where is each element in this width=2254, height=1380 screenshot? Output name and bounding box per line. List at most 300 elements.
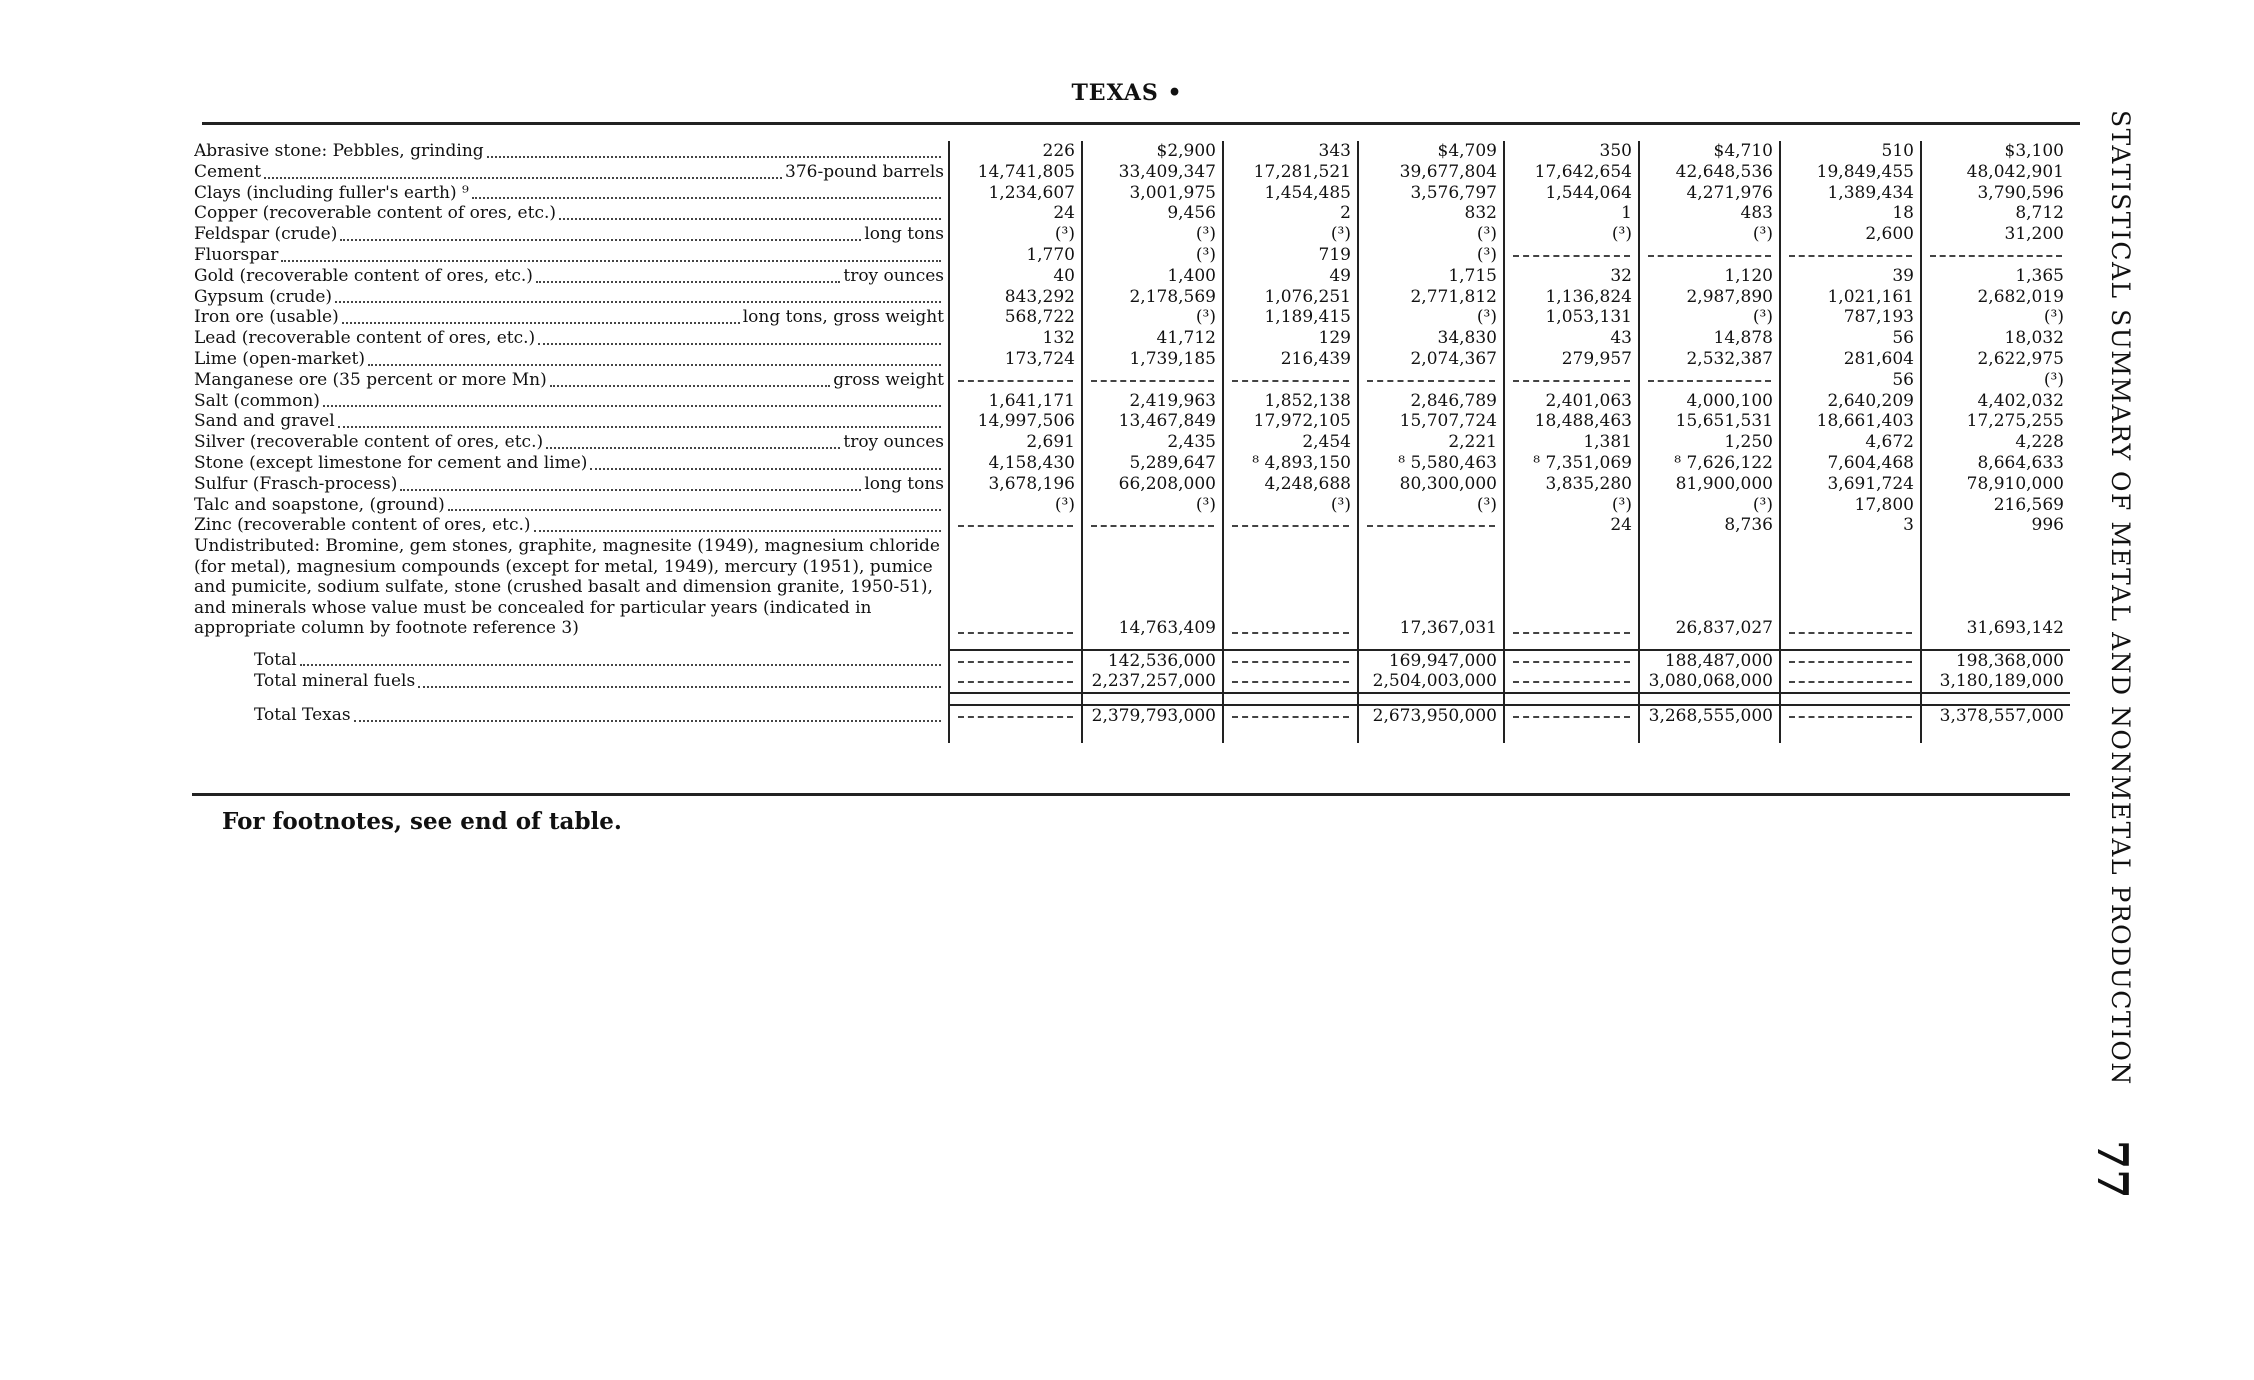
spacer-cell: [1780, 639, 1921, 650]
spacer-cell: [192, 693, 949, 705]
value-cell: (³): [1223, 495, 1358, 516]
value-cell: (³): [1358, 245, 1504, 266]
dash-placeholder: [1513, 245, 1630, 257]
value-cell: 49: [1223, 266, 1358, 287]
value-cell: 17,972,105: [1223, 411, 1358, 432]
dot-leader: [418, 686, 941, 688]
value-cell: 42,648,536: [1639, 162, 1780, 183]
value-cell: [1504, 705, 1639, 727]
value-cell: 4,402,032: [1921, 391, 2070, 412]
dash-placeholder: [1232, 622, 1349, 634]
table-row: [192, 203, 2070, 224]
value-cell: 18,661,403: [1780, 411, 1921, 432]
row-unit: long tons, gross weight: [742, 307, 944, 328]
value-cell: 3,576,797: [1358, 183, 1504, 204]
value-cell: 3,080,068,000: [1639, 671, 1780, 693]
value-cell: (³): [1082, 495, 1223, 516]
undistributed-row: [192, 536, 2070, 639]
row-label-text: Copper (recoverable content of ores, etc.): [194, 203, 556, 224]
value-cell: [1780, 245, 1921, 266]
side-caption: STATISTICAL SUMMARY OF METAL AND NONMETAL PRODUCTION: [2106, 110, 2135, 1086]
top-rule: [202, 122, 2080, 125]
value-cell: [1639, 245, 1780, 266]
row-label-text: Stone (except limestone for cement and lime): [194, 452, 588, 473]
row-label: [192, 370, 949, 391]
row-label: [192, 266, 949, 287]
value-cell: 2,682,019: [1921, 287, 2070, 308]
spacer-cell: [1358, 693, 1504, 705]
value-cell: 2,691: [949, 432, 1082, 453]
row-label: [192, 495, 949, 516]
value-cell: [1504, 245, 1639, 266]
value-cell: [1223, 705, 1358, 727]
spacer-cell: [1504, 693, 1639, 705]
value-cell: 483: [1639, 203, 1780, 224]
dash-placeholder: [1513, 671, 1630, 683]
value-cell: 14,997,506: [949, 411, 1082, 432]
row-label-text: Lime (open-market): [194, 348, 366, 369]
spacer-cell: [1921, 727, 2070, 743]
row-label: [192, 224, 949, 245]
value-cell: [1504, 370, 1639, 391]
value-cell: ⁸ 5,580,463: [1358, 453, 1504, 474]
row-label: [192, 671, 949, 693]
value-cell: 15,707,724: [1358, 411, 1504, 432]
value-cell: [949, 671, 1082, 693]
page-number: 77: [2088, 1140, 2137, 1199]
page-header: TEXAS •: [1071, 80, 1183, 106]
value-cell: 3,835,280: [1504, 474, 1639, 495]
value-cell: $4,710: [1639, 141, 1780, 162]
dot-leader: [472, 197, 941, 199]
value-cell: 18: [1780, 203, 1921, 224]
value-cell: [949, 650, 1082, 672]
value-cell: (³): [1504, 495, 1639, 516]
value-cell: 1,021,161: [1780, 287, 1921, 308]
value-cell: 2,640,209: [1780, 391, 1921, 412]
value-cell: [1223, 370, 1358, 391]
value-cell: (³): [1358, 224, 1504, 245]
dot-leader: [448, 509, 941, 511]
row-label-text: Total: [254, 649, 297, 670]
row-label-text: Fluorspar: [194, 244, 279, 265]
spacer-row: [192, 693, 2070, 705]
value-cell: 3,001,975: [1082, 183, 1223, 204]
dash-placeholder: [1232, 671, 1349, 683]
value-cell: 2,504,003,000: [1358, 671, 1504, 693]
value-cell: 81,900,000: [1639, 474, 1780, 495]
value-cell: 18,032: [1921, 328, 2070, 349]
row-label: [192, 411, 949, 432]
dot-leader: [354, 720, 941, 722]
value-cell: 9,456: [1082, 203, 1223, 224]
row-label: [192, 391, 949, 412]
value-cell: 3,378,557,000: [1921, 705, 2070, 727]
dot-leader: [559, 218, 941, 220]
dash-placeholder: [1648, 370, 1771, 382]
value-cell: 48,042,901: [1921, 162, 2070, 183]
value-cell: (³): [1082, 224, 1223, 245]
value-cell: [1504, 650, 1639, 672]
row-label: [192, 328, 949, 349]
value-cell: 41,712: [1082, 328, 1223, 349]
row-label-text: Silver (recoverable content of ores, etc.): [194, 432, 544, 453]
value-cell: 3,790,596: [1921, 183, 2070, 204]
dot-leader: [338, 426, 941, 428]
table-row: [192, 328, 2070, 349]
value-cell: 40: [949, 266, 1082, 287]
dash-placeholder: [958, 651, 1073, 663]
value-cell: 1,400: [1082, 266, 1223, 287]
dash-placeholder: [1789, 671, 1912, 683]
dot-leader: [340, 239, 861, 241]
grand-total-row: [192, 705, 2070, 727]
row-label: [192, 349, 949, 370]
dash-placeholder: [958, 622, 1073, 634]
value-cell: $2,900: [1082, 141, 1223, 162]
table-row: [192, 266, 2070, 287]
value-cell: (³): [1639, 307, 1780, 328]
row-unit: gross weight: [833, 369, 944, 390]
value-cell: 1: [1504, 203, 1639, 224]
value-cell: (³): [1358, 307, 1504, 328]
table-row: [192, 141, 2070, 162]
row-label-text: Clays (including fuller's earth) ⁹: [194, 182, 469, 203]
row-label-text: Feldspar (crude): [194, 224, 338, 245]
table-row: [192, 224, 2070, 245]
row-label: [192, 515, 949, 536]
value-cell: (³): [949, 224, 1082, 245]
value-cell: 2,771,812: [1358, 287, 1504, 308]
value-cell: 56: [1780, 328, 1921, 349]
dot-leader: [281, 260, 941, 262]
value-cell: ⁸ 7,626,122: [1639, 453, 1780, 474]
value-cell: 1,770: [949, 245, 1082, 266]
dash-placeholder: [1789, 245, 1912, 257]
value-cell: 2,379,793,000: [1082, 705, 1223, 727]
row-label: [192, 432, 949, 453]
table-row: [192, 349, 2070, 370]
dash-placeholder: [1513, 706, 1630, 718]
table-row: [192, 453, 2070, 474]
dash-placeholder: [1367, 515, 1495, 527]
dot-leader: [538, 343, 941, 345]
dash-placeholder: [1091, 515, 1214, 527]
value-cell: (³): [1921, 370, 2070, 391]
value-cell: 568,722: [949, 307, 1082, 328]
value-cell: (³): [1921, 307, 2070, 328]
value-cell: 33,409,347: [1082, 162, 1223, 183]
value-cell: 17,642,654: [1504, 162, 1639, 183]
value-cell: 4,228: [1921, 432, 2070, 453]
row-label: [192, 183, 949, 204]
row-label-text: Cement: [194, 161, 262, 182]
dash-placeholder: [1513, 651, 1630, 663]
undistributed-label: Undistributed: Bromine, gem stones, graphite, magnesite (1949), magnesium chloride (for metal), magnesium compounds (except for metal, 1949), mercury (1951), pumice and pumicite, sodium sulfate, stone (crushed basalt and dimension granite, 1950-51), and minerals whose value must be concealed for particular years (indicated in appropriate column by footnote reference 3): [194, 536, 940, 639]
value-cell: [1223, 650, 1358, 672]
row-label: [192, 287, 949, 308]
dash-placeholder: [1513, 622, 1630, 634]
value-cell: 4,000,100: [1639, 391, 1780, 412]
value-cell: 843,292: [949, 287, 1082, 308]
value-cell: 2,600: [1780, 224, 1921, 245]
total-row: [192, 671, 2070, 693]
value-cell: 1,852,138: [1223, 391, 1358, 412]
row-label: [192, 705, 949, 727]
value-cell: 39,677,804: [1358, 162, 1504, 183]
bottom-rule: [192, 793, 2070, 796]
row-unit: troy ounces: [843, 432, 944, 453]
row-label: [192, 307, 949, 328]
value-cell: 343: [1223, 141, 1358, 162]
value-cell: 2,673,950,000: [1358, 705, 1504, 727]
spacer-cell: [1921, 693, 2070, 705]
value-cell: 17,281,521: [1223, 162, 1358, 183]
dot-leader: [487, 156, 941, 158]
spacer-cell: [1504, 639, 1639, 650]
spacer-cell: [949, 693, 1082, 705]
value-cell: [1780, 650, 1921, 672]
value-cell: 2,221: [1358, 432, 1504, 453]
value-cell: [1358, 515, 1504, 536]
value-cell: 832: [1358, 203, 1504, 224]
dash-placeholder: [1367, 370, 1495, 382]
value-cell: 14,763,409: [1082, 536, 1223, 639]
row-label-text: Manganese ore (35 percent or more Mn): [194, 369, 547, 390]
value-cell: 24: [1504, 515, 1639, 536]
dot-leader: [536, 281, 840, 283]
spacer-cell: [1358, 727, 1504, 743]
value-cell: 3,268,555,000: [1639, 705, 1780, 727]
value-cell: 2,401,063: [1504, 391, 1639, 412]
value-cell: 216,439: [1223, 349, 1358, 370]
value-cell: [1504, 671, 1639, 693]
value-cell: 510: [1780, 141, 1921, 162]
value-cell: [949, 705, 1082, 727]
value-cell: 15,651,531: [1639, 411, 1780, 432]
value-cell: 56: [1780, 370, 1921, 391]
value-cell: [1780, 536, 1921, 639]
value-cell: 32: [1504, 266, 1639, 287]
dash-placeholder: [1930, 245, 2062, 257]
value-cell: (³): [949, 495, 1082, 516]
value-cell: 8,664,633: [1921, 453, 2070, 474]
value-cell: (³): [1504, 224, 1639, 245]
dash-placeholder: [1232, 706, 1349, 718]
spacer-cell: [1504, 727, 1639, 743]
dot-leader: [368, 364, 941, 366]
table-row: [192, 307, 2070, 328]
dash-placeholder: [958, 370, 1073, 382]
table-row: [192, 162, 2070, 183]
table-body: [192, 141, 2070, 743]
value-cell: 2,622,975: [1921, 349, 2070, 370]
value-cell: 3,691,724: [1780, 474, 1921, 495]
value-cell: 1,136,824: [1504, 287, 1639, 308]
value-cell: [1921, 245, 2070, 266]
value-cell: 5,289,647: [1082, 453, 1223, 474]
spacer-cell: [949, 727, 1082, 743]
value-cell: 1,234,607: [949, 183, 1082, 204]
value-cell: 129: [1223, 328, 1358, 349]
dot-leader: [342, 322, 740, 324]
dash-placeholder: [1232, 370, 1349, 382]
row-unit: long tons: [864, 473, 944, 494]
value-cell: 1,076,251: [1223, 287, 1358, 308]
value-cell: 1,250: [1639, 432, 1780, 453]
value-cell: 132: [949, 328, 1082, 349]
row-label-text: Lead (recoverable content of ores, etc.): [194, 328, 536, 349]
value-cell: [1358, 370, 1504, 391]
row-label-text: Total Texas: [254, 705, 351, 726]
dot-leader: [323, 405, 941, 407]
value-cell: 1,454,485: [1223, 183, 1358, 204]
spacer-cell: [1082, 639, 1223, 650]
dash-placeholder: [1789, 651, 1912, 663]
value-cell: 1,544,064: [1504, 183, 1639, 204]
value-cell: 14,878: [1639, 328, 1780, 349]
dash-placeholder: [958, 671, 1073, 683]
value-cell: 7,604,468: [1780, 453, 1921, 474]
value-cell: 17,800: [1780, 495, 1921, 516]
value-cell: [1639, 370, 1780, 391]
row-unit: troy ounces: [843, 265, 944, 286]
value-cell: 142,536,000: [1082, 650, 1223, 672]
value-cell: [1223, 536, 1358, 639]
spacer-cell: [1639, 639, 1780, 650]
dot-leader: [550, 385, 830, 387]
value-cell: 350: [1504, 141, 1639, 162]
row-label-text: Gold (recoverable content of ores, etc.): [194, 265, 533, 286]
dash-placeholder: [1648, 245, 1771, 257]
value-cell: 787,193: [1780, 307, 1921, 328]
value-cell: 2,987,890: [1639, 287, 1780, 308]
value-cell: $4,709: [1358, 141, 1504, 162]
value-cell: 3,678,196: [949, 474, 1082, 495]
table-row: [192, 432, 2070, 453]
spacer-cell: [1223, 693, 1358, 705]
spacer-cell: [1223, 727, 1358, 743]
spacer-row: [192, 639, 2070, 650]
value-cell: 14,741,805: [949, 162, 1082, 183]
value-cell: 279,957: [1504, 349, 1639, 370]
value-cell: 8,736: [1639, 515, 1780, 536]
value-cell: (³): [1223, 224, 1358, 245]
table-row: [192, 245, 2070, 266]
production-table: [192, 141, 2070, 743]
value-cell: 1,053,131: [1504, 307, 1639, 328]
dot-leader: [400, 489, 861, 491]
table-row: [192, 391, 2070, 412]
value-cell: (³): [1639, 495, 1780, 516]
value-cell: [1504, 536, 1639, 639]
value-cell: [1082, 370, 1223, 391]
value-cell: 1,389,434: [1780, 183, 1921, 204]
row-label: [192, 141, 949, 162]
value-cell: 2,178,569: [1082, 287, 1223, 308]
row-label-text: Sand and gravel: [194, 411, 335, 432]
value-cell: 1,715: [1358, 266, 1504, 287]
value-cell: 78,910,000: [1921, 474, 2070, 495]
value-cell: (³): [1082, 245, 1223, 266]
value-cell: 198,368,000: [1921, 650, 2070, 672]
spacer-cell: [1082, 727, 1223, 743]
value-cell: 2,532,387: [1639, 349, 1780, 370]
dot-leader: [300, 664, 941, 666]
spacer-cell: [192, 639, 949, 650]
value-cell: 13,467,849: [1082, 411, 1223, 432]
dash-placeholder: [1232, 651, 1349, 663]
dot-leader: [546, 447, 840, 449]
value-cell: 1,365: [1921, 266, 2070, 287]
value-cell: [949, 536, 1082, 639]
spacer-cell: [949, 639, 1082, 650]
value-cell: 4,158,430: [949, 453, 1082, 474]
spacer-cell: [1358, 639, 1504, 650]
value-cell: (³): [1639, 224, 1780, 245]
table-row: [192, 183, 2070, 204]
row-label-text: Iron ore (usable): [194, 307, 339, 328]
value-cell: [949, 370, 1082, 391]
row-unit: long tons: [864, 224, 944, 245]
table-row: [192, 411, 2070, 432]
row-label-text: Talc and soapstone, (ground): [194, 494, 445, 515]
value-cell: 4,672: [1780, 432, 1921, 453]
value-cell: 2,846,789: [1358, 391, 1504, 412]
dash-placeholder: [1789, 706, 1912, 718]
value-cell: 18,488,463: [1504, 411, 1639, 432]
value-cell: 226: [949, 141, 1082, 162]
row-label-text: Total mineral fuels: [254, 671, 416, 692]
value-cell: 17,367,031: [1358, 536, 1504, 639]
spacer-cell: [1639, 693, 1780, 705]
table-row: [192, 515, 2070, 536]
value-cell: 4,271,976: [1639, 183, 1780, 204]
value-cell: (³): [1358, 495, 1504, 516]
total-row: [192, 650, 2070, 672]
value-cell: ⁸ 4,893,150: [1223, 453, 1358, 474]
value-cell: 8,712: [1921, 203, 2070, 224]
value-cell: 216,569: [1921, 495, 2070, 516]
value-cell: 2,074,367: [1358, 349, 1504, 370]
value-cell: [1780, 671, 1921, 693]
value-cell: 34,830: [1358, 328, 1504, 349]
dot-leader: [534, 530, 941, 532]
value-cell: 3: [1780, 515, 1921, 536]
dot-leader: [590, 468, 941, 470]
value-cell: 2,435: [1082, 432, 1223, 453]
value-cell: 66,208,000: [1082, 474, 1223, 495]
value-cell: 43: [1504, 328, 1639, 349]
value-cell: 1,739,185: [1082, 349, 1223, 370]
value-cell: (³): [1082, 307, 1223, 328]
dash-placeholder: [1232, 515, 1349, 527]
spacer-row: [192, 727, 2070, 743]
value-cell: 1,120: [1639, 266, 1780, 287]
value-cell: 2: [1223, 203, 1358, 224]
dash-placeholder: [1789, 622, 1912, 634]
value-cell: $3,100: [1921, 141, 2070, 162]
row-label: [192, 453, 949, 474]
spacer-cell: [1082, 693, 1223, 705]
table-row: [192, 474, 2070, 495]
value-cell: 1,381: [1504, 432, 1639, 453]
row-label-text: Salt (common): [194, 390, 320, 411]
value-cell: 2,237,257,000: [1082, 671, 1223, 693]
dash-placeholder: [958, 515, 1073, 527]
row-unit: 376-pound barrels: [785, 161, 944, 182]
table-row: [192, 495, 2070, 516]
